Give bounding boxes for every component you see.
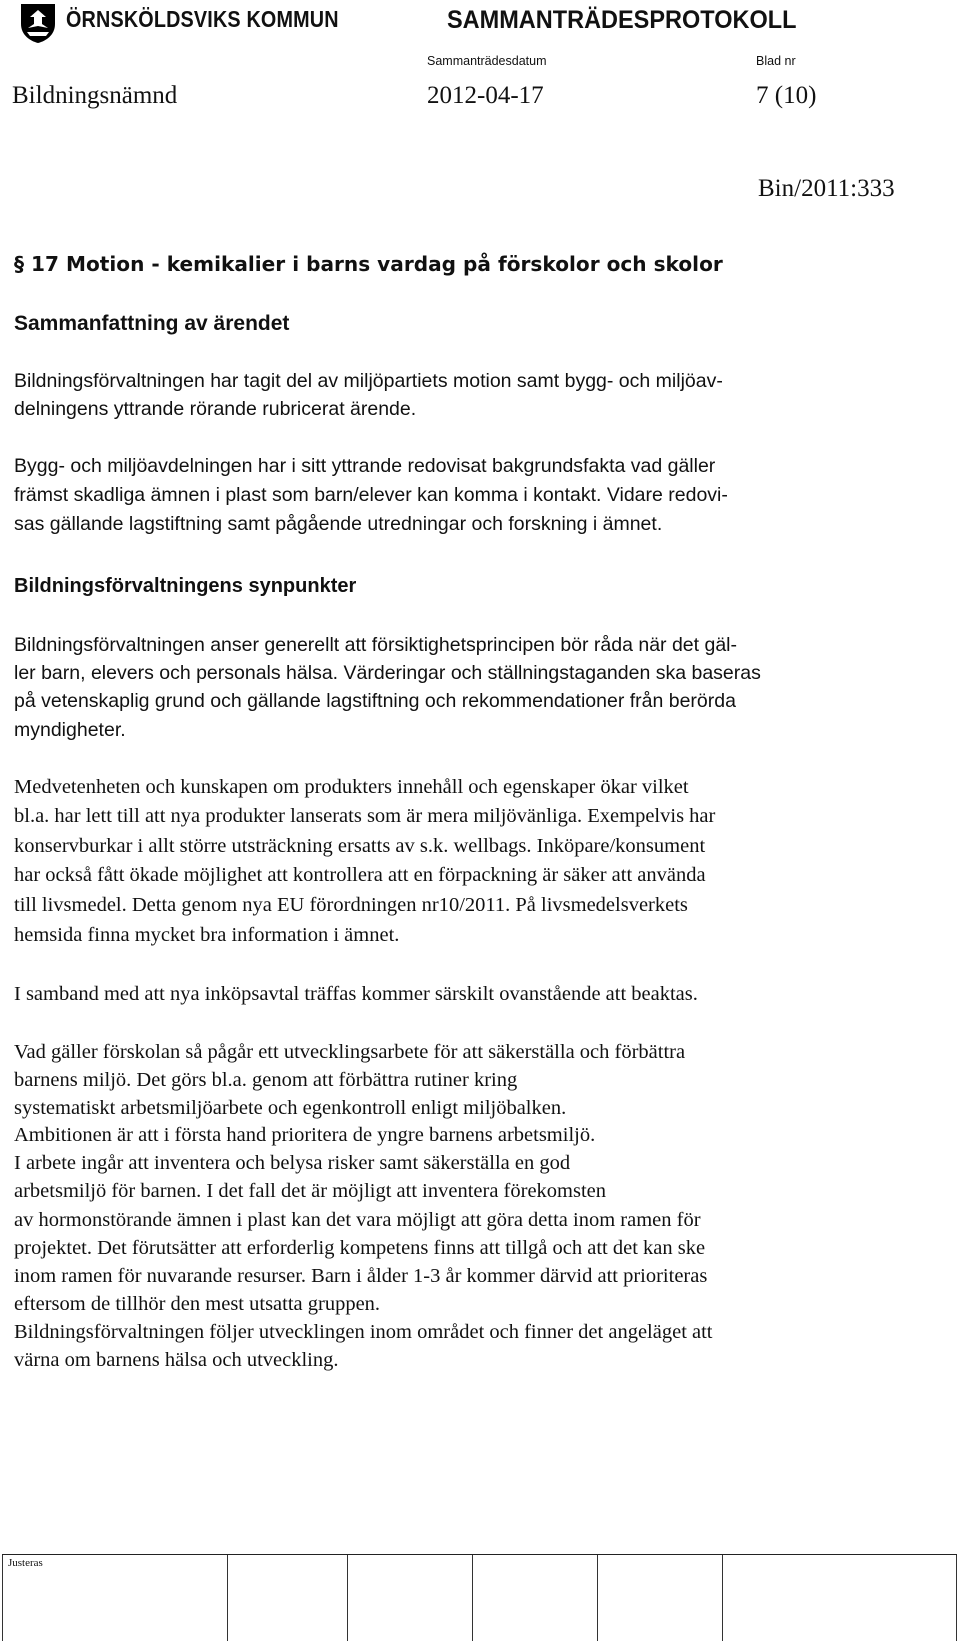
viewpoints-p4-line: I arbete ingår att inventera och belysa risker samt säkerställa en god bbox=[14, 1152, 571, 1174]
viewpoints-p4-line: av hormonstörande ämnen i plast kan det vara möjligt att göra detta inom ramen för bbox=[14, 1209, 701, 1231]
viewpoints-p3-line: I samband med att nya inköpsavtal träffas kommer särskilt ovanstående att beaktas. bbox=[14, 983, 698, 1005]
committee-name: Bildningsnämnd bbox=[12, 82, 178, 109]
viewpoints-p4-line: barnens miljö. Det görs bl.a. genom att förbättra rutiner kring bbox=[14, 1069, 518, 1091]
viewpoints-p2-line: till livsmedel. Detta genom nya EU förordningen nr10/2011. På livsmedelsverkets bbox=[14, 894, 688, 916]
signature-cell bbox=[722, 1555, 723, 1641]
viewpoints-p1-line: ler barn, elevers och personals hälsa. Värderingar och ställningstaganden ska baseras bbox=[14, 662, 761, 684]
meeting-date-label: Sammanträdesdatum bbox=[427, 54, 547, 68]
viewpoints-p4-line: Ambitionen är att i första hand prioritera de yngre barnens arbetsmiljö. bbox=[14, 1124, 596, 1146]
meeting-date: 2012-04-17 bbox=[427, 82, 544, 109]
viewpoints-p2-line: bl.a. har lett till att nya produkter lanserats som är mera miljövänliga. Exempelvis har bbox=[14, 805, 716, 827]
signature-cell bbox=[472, 1555, 473, 1641]
signature-cell bbox=[227, 1555, 228, 1641]
signature-cell bbox=[597, 1555, 598, 1641]
summary-p1-line: delningens yttrande rörande rubricerat ärende. bbox=[14, 398, 417, 420]
viewpoints-p4-line: projektet. Det förutsätter att erforderlig kompetens finns att tillgå och att det kan ske bbox=[14, 1237, 706, 1259]
viewpoints-p2-line: konservburkar i allt större utsträckning ersatts av s.k. wellbags. Inköpare/konsument bbox=[14, 835, 706, 857]
viewpoints-p2-line: har också fått ökade möjlighet att kontrollera att en förpackning är säker att använda bbox=[14, 864, 706, 886]
signature-cell bbox=[956, 1555, 957, 1641]
viewpoints-p1-line: Bildningsförvaltningen anser generellt att försiktighetsprincipen bör råda när det gäl- bbox=[14, 634, 738, 656]
viewpoints-p2-line: hemsida finna mycket bra information i ämnet. bbox=[14, 924, 400, 946]
signature-cell bbox=[347, 1555, 348, 1641]
municipality-name: ÖRNSKÖLDSVIKS KOMMUN bbox=[66, 6, 339, 32]
municipal-crest-logo bbox=[18, 2, 58, 44]
case-number: Bin/2011:333 bbox=[758, 175, 895, 202]
section-title: § 17 Motion - kemikalier i barns vardag på förskolor och skolor bbox=[14, 252, 723, 276]
viewpoints-p4-line: arbetsmiljö för barnen. I det fall det är möjligt att inventera förekomsten bbox=[14, 1180, 607, 1202]
viewpoints-p4-line: inom ramen för nuvarande resurser. Barn i ålder 1-3 år kommer därvid att prioriteras bbox=[14, 1265, 708, 1287]
viewpoints-p4-line: systematiskt arbetsmiljöarbete och egenkontroll enligt miljöbalken. bbox=[14, 1097, 567, 1119]
signature-label: Justeras bbox=[8, 1557, 43, 1569]
viewpoints-p4-line: värna om barnens hälsa och utveckling. bbox=[14, 1349, 339, 1371]
viewpoints-p4-line: eftersom de tillhör den mest utsatta gruppen. bbox=[14, 1293, 381, 1315]
viewpoints-p4-line: Bildningsförvaltningen följer utvecklingen inom området och finner det angeläget att bbox=[14, 1321, 713, 1343]
viewpoints-p1-line: på vetenskaplig grund och gällande lagstiftning och rekommendationer från berörda bbox=[14, 690, 736, 712]
signature-cell bbox=[2, 1555, 3, 1641]
viewpoints-p2-line: Medvetenheten och kunskapen om produkters innehåll och egenskaper ökar vilket bbox=[14, 776, 689, 798]
summary-p1-line: Bildningsförvaltningen har tagit del av miljöpartiets motion samt bygg- och miljöav- bbox=[14, 370, 723, 392]
summary-p2-line: sas gällande lagstiftning samt pågående utredningar och forskning i ämnet. bbox=[14, 513, 663, 535]
viewpoints-p1-line: myndigheter. bbox=[14, 719, 126, 741]
summary-p2-line: Bygg- och miljöavdelningen har i sitt yttrande redovisat bakgrundsfakta vad gäller bbox=[14, 455, 716, 477]
viewpoints-p4-line: Vad gäller förskolan så pågår ett utvecklingsarbete för att säkerställa och förbättra bbox=[14, 1041, 686, 1063]
document-type: SAMMANTRÄDESPROTOKOLL bbox=[447, 6, 797, 34]
page-label: Blad nr bbox=[756, 54, 796, 68]
signature-table bbox=[2, 1554, 957, 1641]
page-number: 7 (10) bbox=[756, 82, 817, 109]
summary-heading: Sammanfattning av ärendet bbox=[14, 312, 290, 335]
summary-p2-line: främst skadliga ämnen i plast som barn/elever kan komma i kontakt. Vidare redovi- bbox=[14, 484, 728, 506]
viewpoints-heading: Bildningsförvaltningens synpunkter bbox=[14, 575, 357, 597]
